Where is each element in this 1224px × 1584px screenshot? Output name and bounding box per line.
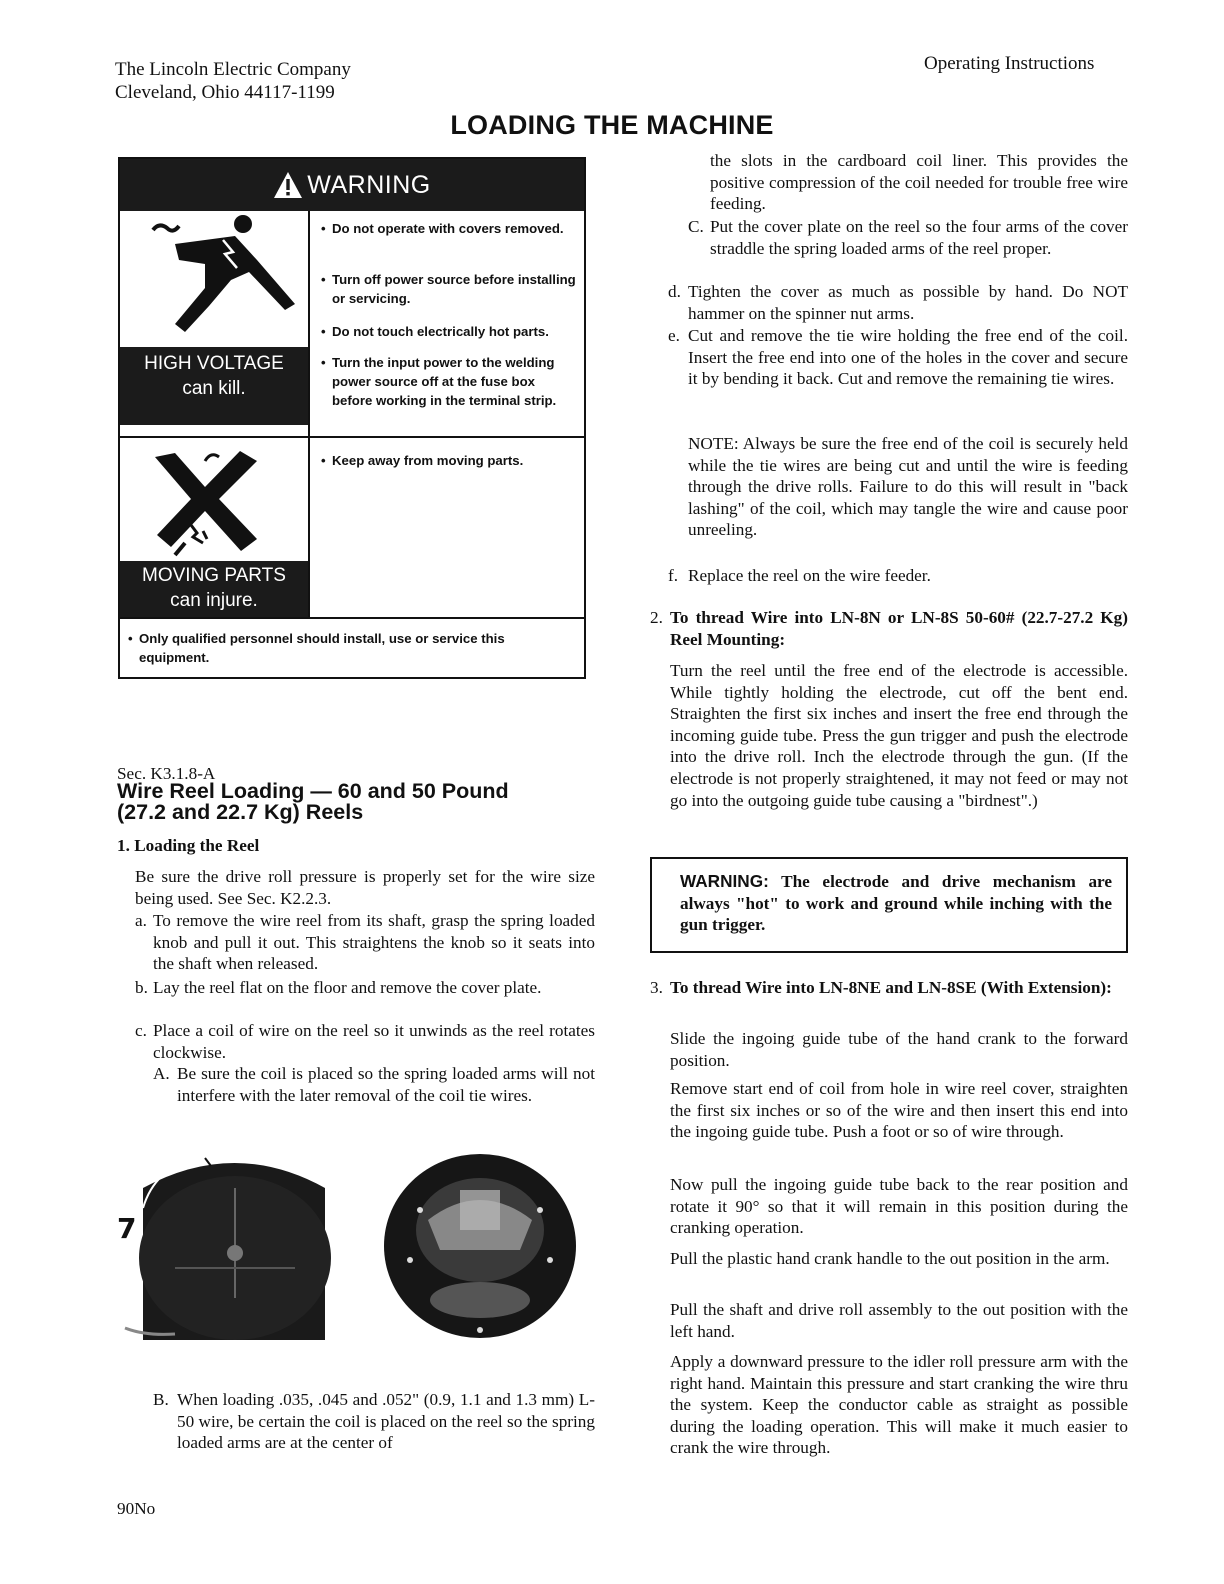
warning-box <box>118 157 586 679</box>
step3-num: 3. <box>650 978 663 997</box>
svg-text:7: 7 <box>117 1212 137 1245</box>
section-ref: Sec. K3.1.8-A <box>117 764 216 783</box>
item-c-text: Place a coil of wire on the reel so it unwinds as the reel rotates clockwise. <box>153 1021 595 1062</box>
item-f-text: Replace the reel on the wire feeder. <box>688 566 931 585</box>
item-A-text: Be sure the coil is placed so the spring loaded arms will not interfere with the later removal of the coil tie wires. <box>177 1064 595 1105</box>
step2-num: 2. <box>650 608 663 627</box>
qualified-personnel-bullet: • Only qualified personnel should install, use or service this equipment. <box>128 631 505 665</box>
high-voltage-line2: can kill. <box>182 378 246 399</box>
moving-parts-icon <box>145 447 275 557</box>
step3-heading: To thread Wire into LN-8NE and LN-8SE (With Extension): <box>670 978 1112 997</box>
company-name: The Lincoln Electric Company <box>115 59 351 80</box>
warning-bottom-divider <box>120 617 584 619</box>
mp-bullet: • Keep away from moving parts. <box>321 453 524 468</box>
reel-photo-right <box>380 1150 580 1340</box>
item-a-label: a. <box>135 911 147 930</box>
warning-mid-divider <box>120 436 584 438</box>
item-c-label: c. <box>135 1021 147 1040</box>
continued-text: the slots in the cardboard coil liner. This provides the positive compression of the coil needed for trouble free wire feeding. <box>710 151 1128 214</box>
note-text: NOTE: Always be sure the free end of the coil is securely held while the tie wires are being cut and until the wire is feeding through the drive rolls. Failure to do this will result in "back lashing" of the coil, which may tangle the wire and cause poor unreeling. <box>688 434 1128 540</box>
item-B-text: When loading .035, .045 and .052" (0.9, 1.1 and 1.3 mm) L-50 wire, be certain the coil is placed on the reel so the spring loaded arms are at the center of <box>177 1390 595 1453</box>
step3-para-6: Apply a downward pressure to the idler roll pressure arm with the right hand. Maintain this pressure and start cranking the wire thru the system. Keep the conductor cable as straight as possible during the loading operation. This will make it much easier to crank the wire through. <box>670 1352 1128 1458</box>
hv-bullet-2: • Turn off power source before installing or servicing. <box>321 272 576 306</box>
item-e-text: Cut and remove the tie wire holding the free end of the coil. Insert the free end into one of the holes in the cover and secure it by bending it back. Cut and remove the remaining tie wires. <box>688 326 1128 389</box>
warning-divider <box>308 211 310 617</box>
item-e-label: e. <box>668 326 680 345</box>
section-label: Operating Instructions <box>924 53 1095 74</box>
item-b-text: Lay the reel flat on the floor and remove the cover plate. <box>153 978 542 997</box>
hv-bullet-3: • Do not touch electrically hot parts. <box>321 324 549 339</box>
item-C-text: Put the cover plate on the reel so the four arms of the cover straddle the spring loaded arms of the reel proper. <box>710 217 1128 258</box>
high-voltage-label <box>120 347 308 425</box>
inching-warning-text: WARNING: The electrode and drive mechanism are always "hot" to work and ground while inching with the gun trigger. <box>680 871 1112 935</box>
step2-text: Turn the reel until the free end of the electrode is accessible. While tightly holding the electrode, cut off the bent end. Straighten the first six inches and insert the free end through the incoming guide tube. Press the gun trigger and push the electrode into the drive roll. Inch the electrode through the gun. (If the electrode is not properly straightened, it may not feed or may not go into the outgoing guide tube causing a "birdnest".) <box>670 661 1128 810</box>
item-d-label: d. <box>668 282 681 301</box>
step3-para-4: Pull the plastic hand crank handle to the out position in the arm. <box>670 1249 1110 1268</box>
item-a-text: To remove the wire reel from its shaft, grasp the spring loaded knob and pull it out. This straightens the knob so it seats into the shaft when released. <box>153 911 595 974</box>
item-B-label: B. <box>153 1390 169 1409</box>
inching-warning-lead: WARNING: <box>680 871 769 891</box>
step1-intro: Be sure the drive roll pressure is properly set for the wire size being used. See Sec. K2.2.3. <box>135 867 595 908</box>
hv-bullet-4: • Turn the input power to the welding power source off at the fuse box before working in the terminal strip. <box>321 355 557 408</box>
step2-heading: To thread Wire into LN-8N or LN-8S 50-60# (22.7-27.2 Kg) Reel Mounting: <box>670 608 1128 649</box>
step3-para-1: Slide the ingoing guide tube of the hand crank to the forward position. <box>670 1029 1128 1070</box>
section-title-line2: (27.2 and 22.7 Kg) Reels <box>117 800 364 824</box>
step3-para-3: Now pull the ingoing guide tube back to the rear position and rotate it 90° so that it will remain in this position during the cranking operation. <box>670 1175 1128 1238</box>
step1-heading: 1. Loading the Reel <box>117 836 260 855</box>
warning-title: WARNING <box>307 170 431 199</box>
moving-parts-line2: can injure. <box>170 590 258 611</box>
reel-photo-left <box>115 1148 355 1340</box>
step3-para-2: Remove start end of coil from hole in wire reel cover, straighten the first six inches or so of the wire and then insert this end into the ingoing guide tube. Push a foot or so of wire through. <box>670 1079 1128 1142</box>
item-d-text: Tighten the cover as much as possible by hand. Do NOT hammer on the spinner nut arms. <box>688 282 1128 323</box>
page-footer: 90No <box>117 1499 156 1518</box>
hv-bullet-1: • Do not operate with covers removed. <box>321 221 564 236</box>
high-voltage-icon <box>145 214 295 334</box>
inching-warning-box <box>650 857 1128 953</box>
moving-parts-line1: MOVING PARTS <box>142 565 286 586</box>
step3-para-5: Pull the shaft and drive roll assembly to the out position with the left hand. <box>670 1300 1128 1341</box>
item-A-label: A. <box>153 1064 170 1083</box>
high-voltage-line1: HIGH VOLTAGE <box>144 353 284 374</box>
moving-parts-label <box>120 561 308 617</box>
page-title: LOADING THE MACHINE <box>450 110 774 140</box>
section-title-line1: Wire Reel Loading — 60 and 50 Pound <box>117 779 509 803</box>
item-b-label: b. <box>135 978 148 997</box>
item-f-label: f. <box>668 566 679 585</box>
warning-triangle-icon <box>273 170 303 200</box>
item-C-label: C. <box>688 217 704 236</box>
company-city: Cleveland, Ohio 44117-1199 <box>115 82 335 103</box>
warning-header <box>120 159 584 211</box>
